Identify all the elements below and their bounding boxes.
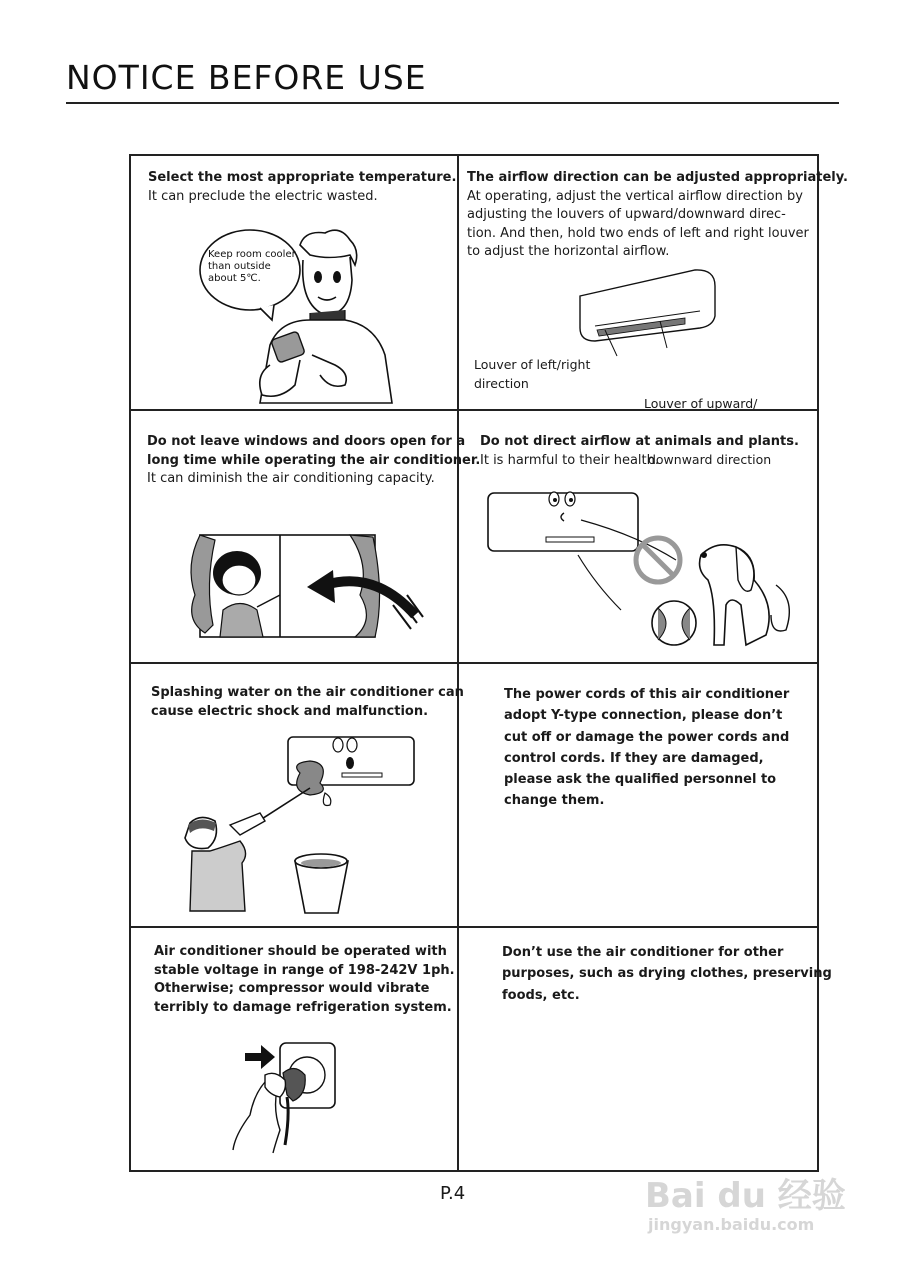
open-window-illustration xyxy=(185,525,425,645)
water-text-line-1: Splashing water on the air conditioner can xyxy=(151,685,464,700)
airflow-at-dog-illustration xyxy=(486,485,796,660)
caption-louver-left-right xyxy=(474,356,590,393)
grid-divider-row2 xyxy=(129,662,819,664)
bubble-line-3: about 5℃. xyxy=(208,273,261,284)
cell-windows xyxy=(147,433,480,489)
purposes-text-line-3: foods, etc. xyxy=(502,987,580,1003)
windows-body: It can diminish the air conditioning capacity. xyxy=(147,471,435,486)
airflow-body-line-3: tion. And then, hold two ends of left and right louver xyxy=(467,225,809,241)
temperature-speech-bubble xyxy=(208,249,296,285)
cell-other-purposes xyxy=(502,942,832,1006)
purposes-text-line-1: Don’t use the air conditioner for other xyxy=(502,945,784,960)
purposes-text-line-2: purposes, such as drying clothes, preserving xyxy=(502,966,832,982)
water-text-line-2: cause electric shock and malfunction. xyxy=(151,703,429,719)
windows-heading-line-1: Do not leave windows and doors open for a xyxy=(147,434,466,449)
page-number: P.4 xyxy=(440,1183,466,1204)
caption-right-line-1: Louver of upward/ xyxy=(644,396,758,411)
cords-text-line-5: please ask the qualified personnel to xyxy=(504,772,777,788)
splashing-water-illustration xyxy=(170,733,420,918)
animals-body: It is harmful to their health. xyxy=(480,452,660,468)
cords-text-line-1: The power cords of this air conditioner xyxy=(504,687,790,702)
voltage-text-line-2: stable voltage in range of 198-242V 1ph. xyxy=(154,962,455,978)
cell-water xyxy=(151,684,464,721)
cords-text-line-4: control cords. If they are damaged, xyxy=(504,750,764,766)
indoor-unit-louver-illustration xyxy=(575,266,720,366)
cell-voltage xyxy=(154,943,455,1017)
caption-right-line-2: downward direction xyxy=(644,451,772,467)
animals-heading: Do not direct airflow at animals and plants. xyxy=(480,434,799,449)
caption-left-line-1: Louver of left/right xyxy=(474,357,591,372)
baidu-watermark-url: jingyan.baidu.com xyxy=(648,1215,815,1234)
cords-text-line-6: change them. xyxy=(504,793,605,809)
plug-in-socket-illustration xyxy=(225,1035,345,1155)
voltage-text-line-1: Air conditioner should be operated with xyxy=(154,944,447,959)
caption-left-line-2: direction xyxy=(474,375,529,391)
cell-airflow xyxy=(467,169,848,262)
airflow-heading: The airflow direction can be adjusted appropriately. xyxy=(467,170,848,185)
airflow-body-line-4: to adjust the horizontal airflow. xyxy=(467,244,670,259)
bubble-line-2: than outside xyxy=(208,261,271,272)
windows-heading-line-2: long time while operating the air conditioner. xyxy=(147,452,481,468)
temperature-body: It can preclude the electric wasted. xyxy=(148,188,378,204)
cords-text-line-2: adopt Y-type connection, please don’t xyxy=(504,708,783,724)
airflow-body-line-2: adjusting the louvers of upward/downward direc- xyxy=(467,207,786,222)
voltage-text-line-4: terribly to damage refrigeration system. xyxy=(154,999,452,1015)
airflow-body-line-1: At operating, adjust the vertical airflow direction by xyxy=(467,188,803,204)
baidu-watermark-logo: Bai du 经验 xyxy=(645,1176,846,1216)
grid-divider-row3 xyxy=(129,926,819,928)
title-rule xyxy=(66,102,839,104)
cell-power-cords xyxy=(504,684,789,812)
cell-temperature xyxy=(148,169,456,206)
bubble-line-1: Keep room cooler xyxy=(208,249,296,260)
temperature-heading: Select the most appropriate temperature. xyxy=(148,170,457,185)
voltage-text-line-3: Otherwise; compressor would vibrate xyxy=(154,981,430,996)
cords-text-line-3: cut off or damage the power cords and xyxy=(504,729,790,745)
page-title: NOTICE BEFORE USE xyxy=(66,58,427,97)
cell-animals xyxy=(480,433,799,470)
